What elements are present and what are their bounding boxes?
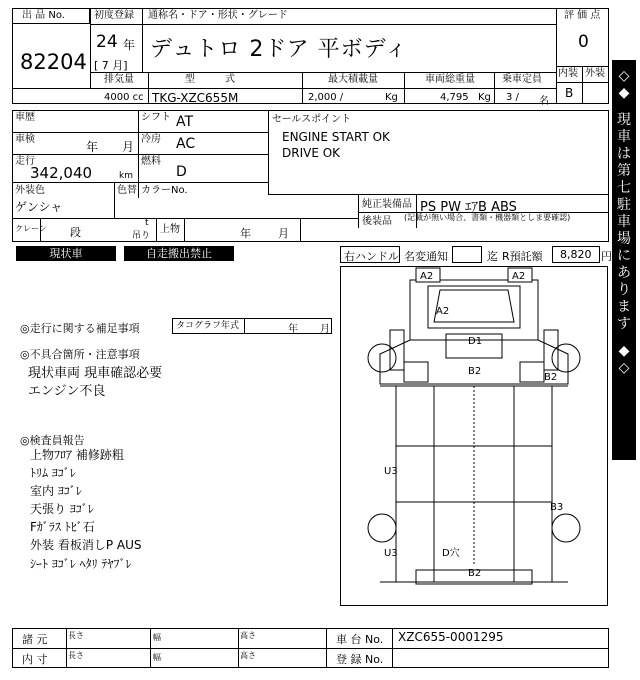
inspection-month-unit: 月 (122, 140, 135, 154)
inspection-label: 車検 (15, 134, 35, 145)
fuel-label: 燃料 (141, 156, 161, 167)
sales-point-label: セールスポイント (272, 114, 352, 125)
divider (156, 218, 157, 242)
divider (404, 72, 405, 104)
divider (12, 132, 268, 133)
reg-no-label: 登 録 No. (336, 653, 384, 666)
name-change-label: 名変通知 (404, 250, 448, 263)
r-unit: 円 (601, 250, 612, 263)
defect-2: エンジン不良 (28, 384, 106, 399)
max-load-label: 最大積載量 (328, 74, 378, 85)
chassis-no: XZC655-0001295 (398, 630, 504, 644)
color-change-label: 色替 (117, 185, 137, 196)
exterior-grade-label: 外装 (585, 68, 605, 79)
sidebar-char: ◆ (618, 85, 630, 101)
lot-no-label: 出 品 No. (22, 10, 65, 21)
sidebar-char: ◇ (618, 360, 630, 376)
ac-label: 冷房 (141, 134, 161, 145)
dims-label: 諸 元 (22, 633, 48, 646)
defect-1: 現状車両 現車確認必要 (28, 366, 163, 381)
divider (90, 88, 556, 89)
inspector-2: ﾄﾘﾑ ﾖｺﾞﾚ (30, 466, 76, 480)
driving-label: ◎走行に関する補足事項 (20, 322, 140, 335)
sidebar-char: す (617, 316, 631, 332)
divider (12, 218, 358, 219)
interior-dims-label: 内 寸 (22, 653, 48, 666)
defects-label: ◎不具合箇所・注意事項 (20, 348, 140, 361)
sidebar-char: り (617, 282, 631, 298)
divider (184, 218, 185, 242)
equipment-label: 純正装備品 (362, 199, 412, 210)
divider (142, 8, 143, 72)
tachograph-label: タコグラフ年式 (176, 321, 240, 331)
divider (268, 110, 269, 194)
mark-a2-glass: A2 (436, 306, 450, 317)
reg-year-unit: 年 (123, 38, 136, 52)
inspector-7: ｼｰﾄ ﾖｺﾞﾚ ﾍﾀﾘ ﾃﾔﾌﾞﾚ (30, 557, 132, 571)
divider (582, 66, 583, 104)
inspection-year-unit: 年 (86, 140, 99, 154)
max-load: 2,000 / (308, 92, 344, 103)
divider (90, 8, 91, 88)
right-handle: 右ハンドル (344, 250, 399, 263)
mark-u3-rear: U3 (384, 548, 398, 559)
mark-u3-left: U3 (384, 466, 398, 477)
aftermarket-label: 後装品 (362, 216, 392, 227)
mark-d1: D1 (468, 336, 483, 347)
reg-year: 24 (96, 32, 118, 52)
mark-d-hole: D穴 (442, 548, 460, 559)
ac: AC (176, 136, 196, 152)
type-label: 型 式 (185, 74, 235, 85)
length-label-2: 長さ (68, 651, 84, 660)
divider (66, 628, 67, 668)
mark-a2-left: A2 (420, 271, 434, 282)
divider (12, 182, 268, 183)
aftermarket-note: (記載が無い場合、書類・機器類としま要確認) (404, 213, 571, 222)
mark-b2-rear: B2 (468, 568, 482, 579)
type: TKG-XZC655M (152, 91, 239, 105)
displacement-label: 排気量 (104, 74, 134, 85)
divider (244, 318, 245, 334)
r-date-label: R預託額 (502, 250, 543, 263)
gross-weight-unit: Kg (478, 92, 491, 103)
width-label: 幅 (153, 633, 161, 642)
mileage-label: 走行 (15, 156, 35, 167)
score: 0 (578, 32, 589, 52)
divider (90, 72, 556, 73)
sales-point-2: DRIVE OK (282, 146, 341, 160)
sidebar-char: ◆ (618, 343, 630, 359)
interior-grade: B (565, 86, 574, 100)
inspector-label: ◎検査員報告 (20, 434, 85, 447)
crane-label: クレーン (15, 224, 47, 233)
displacement: 4000 cc (104, 92, 144, 103)
crane-stage: 段 (70, 226, 81, 239)
mileage-doubt: 迄 (487, 250, 498, 263)
score-label: 評 価 点 (564, 10, 601, 21)
max-load-unit: Kg (385, 92, 398, 103)
capacity-unit: 名 (539, 96, 549, 107)
interior-grade-label: 内装 (558, 68, 578, 79)
sidebar-char: 車 (617, 129, 631, 145)
tacho-month-unit: 月 (320, 324, 330, 335)
mileage-unit: km (119, 171, 133, 181)
width-label-2: 幅 (153, 653, 161, 662)
equipment: PS PW ｴｱB ABS (420, 200, 517, 215)
divider (150, 628, 151, 668)
shift-label: シフト (141, 112, 171, 123)
sales-point-1: ENGINE START OK (282, 130, 390, 144)
gross-weight-label: 車両総重量 (425, 74, 475, 85)
tacho-year-unit: 年 (288, 324, 298, 335)
divider (326, 628, 327, 668)
crane-t: t (145, 218, 149, 228)
inspector-3: 室内 ﾖｺﾞﾚ (30, 484, 82, 498)
upper-year-unit: 年 (240, 227, 251, 240)
sidebar-char: に (617, 248, 631, 264)
divider (556, 82, 609, 83)
sidebar-char: ま (617, 299, 631, 315)
divider (392, 628, 393, 668)
crane-hang: 吊り (132, 231, 151, 241)
color: ゲンシャ (15, 200, 63, 214)
location-sidebar (612, 60, 636, 460)
height-label-2: 高さ (240, 651, 256, 660)
chassis-label: 車 台 No. (336, 633, 384, 646)
divider (268, 194, 609, 195)
current-car-badge: 現状車 (16, 246, 116, 261)
r-amount: 8,820 (560, 248, 592, 261)
height-label: 高さ (240, 631, 256, 640)
divider (556, 8, 557, 104)
divider (114, 182, 115, 218)
model-name-label: 通称名・ドア・形状・グレード (148, 10, 288, 21)
divider (300, 218, 301, 242)
truck-diagram (340, 266, 608, 606)
mark-b2-right: B2 (544, 372, 558, 383)
sidebar-char: 車 (617, 214, 631, 230)
name-change-box[interactable] (452, 246, 482, 263)
capacity: 3 / (506, 92, 519, 103)
first-reg-label: 初度登録 (94, 10, 134, 21)
color-label: 外装色 (15, 185, 45, 196)
divider (238, 628, 239, 668)
sidebar-char: 第 (617, 163, 631, 179)
history-label: 車歴 (15, 112, 35, 123)
mark-a2-right: A2 (512, 271, 526, 282)
sidebar-char: 七 (617, 180, 631, 196)
divider (40, 218, 41, 242)
inspector-5: Fｶﾞﾗｽ ﾄﾋﾞ石 (30, 520, 95, 534)
inspector-1: 上物ﾌﾛｱ 補修跡粗 (30, 448, 124, 462)
sidebar-char: ◇ (618, 68, 630, 84)
sidebar-char: 駐 (617, 197, 631, 213)
model-name: デュトロ 2ドア 平ボディ (150, 37, 408, 62)
divider (148, 72, 149, 104)
divider (12, 648, 609, 649)
sidebar-char: は (617, 146, 631, 162)
sidebar-char: あ (617, 265, 631, 281)
mark-b3-right: B3 (550, 502, 564, 513)
divider (12, 88, 90, 89)
mileage: 342,040 (30, 164, 93, 182)
capacity-label: 乗車定員 (502, 74, 542, 85)
lot-no: 82204 (20, 50, 87, 74)
divider (358, 194, 359, 228)
divider (302, 72, 303, 104)
sidebar-char: 現 (617, 112, 631, 128)
fuel: D (176, 164, 187, 180)
divider (90, 24, 556, 25)
gross-weight: 4,795 (440, 92, 469, 103)
no-self-drive-badge: 自走搬出禁止 (124, 246, 234, 261)
divider (494, 72, 495, 104)
upper-label: 上物 (160, 224, 180, 235)
shift: AT (176, 114, 194, 130)
inspector-4: 天張り ﾖｺﾞﾚ (30, 502, 94, 516)
length-label: 長さ (68, 631, 84, 640)
color-no-label: カラーNo. (141, 185, 188, 196)
divider (138, 110, 139, 198)
upper-month-unit: 月 (278, 227, 289, 240)
divider (12, 154, 268, 155)
reg-month: [ 7 月] (94, 59, 128, 72)
sidebar-char: 場 (617, 231, 631, 247)
inspector-6: 外装 看板消しP AUS (30, 538, 142, 552)
mark-b2-cab: B2 (468, 366, 482, 377)
